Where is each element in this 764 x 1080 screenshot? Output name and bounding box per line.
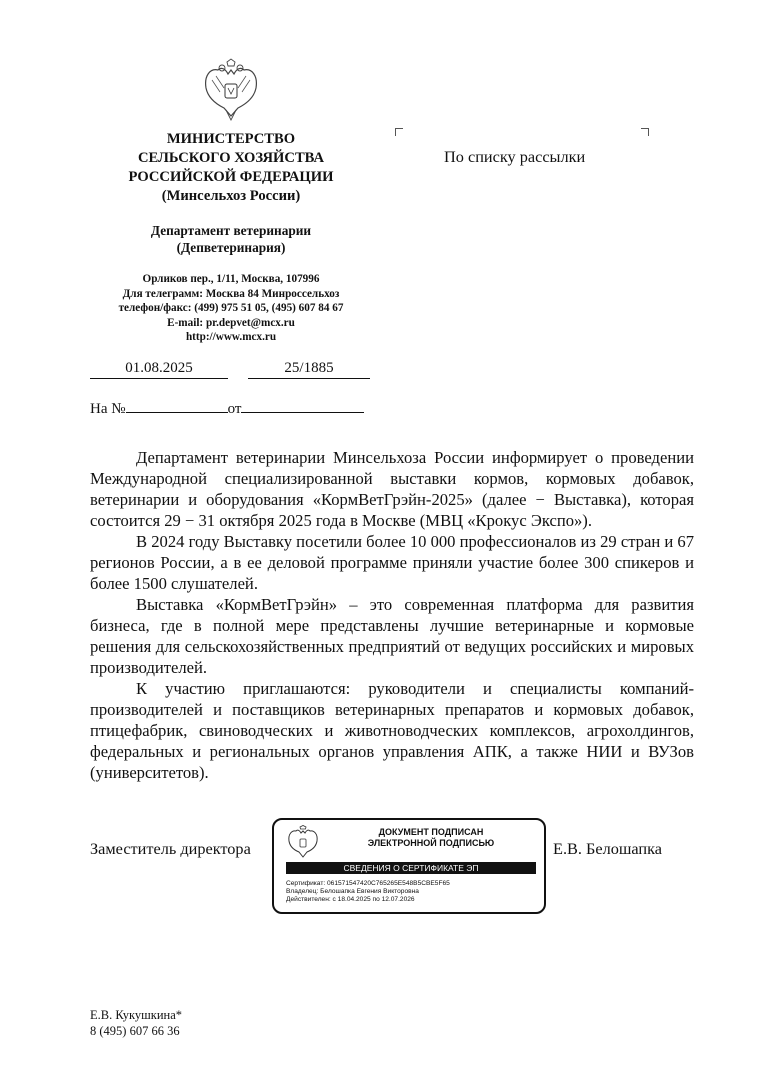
department-short-name: (Депветеринария) — [176, 240, 286, 255]
registration-date: 01.08.2025 — [90, 359, 228, 379]
body-paragraph: В 2024 году Выставку посетили более 10 000 профессионалов из 29 стран и 67 регионов России, а в ее деловой программе приняли участие более 300 спикеров и более 1500 слушателей. — [90, 532, 694, 593]
recipient: По списку рассылки — [444, 147, 586, 166]
ministry-name-line: РОССИЙСКОЙ ФЕДЕРАЦИИ — [128, 169, 334, 185]
body-paragraph: Департамент ветеринарии Минсельхоза России информирует о проведении Международной специализированной выставки кормов, кормовых добавок, ветеринарии и оборудования «КормВетГрэйн-2025» (далее − Выставка), которая состоится 29 − 31 октября 2025 года в Москве (МВЦ «Крокус Экспо»). — [90, 448, 694, 530]
corner-mark-right — [641, 128, 649, 136]
signatory-name: Е.В. Белошапка — [553, 839, 663, 858]
body-paragraph: Выставка «КормВетГрэйн» – это современная платформа для развития бизнеса, где в полной мере представлены лучшие ветеринарные и кормовые решения для сельскохозяйственных предприятий от ведущих российских и мировых производителей. — [90, 595, 694, 677]
ministry-name — [90, 130, 372, 206]
body-paragraph: К участию приглашаются: руководители и специалисты компаний-производителей и поставщиков ветеринарных препаратов и кормовых добавок, птицефабрик, свиноводческих и животноводческих комплексов, агрохолдингов, федеральных и региональных органов управления АПК, а также НИИ и ВУЗов (университетов). — [90, 679, 694, 782]
electronic-signature-stamp — [272, 818, 546, 914]
phone-line: телефон/факс: (499) 975 51 05, (495) 607 84 67 — [118, 302, 344, 314]
stamp-title-line: ДОКУМЕНТ ПОДПИСАН — [378, 827, 484, 837]
stamp-title — [326, 827, 536, 848]
signatory-title: Заместитель директора — [90, 839, 251, 858]
email-line: E-mail: pr.depvet@mcx.ru — [167, 316, 295, 329]
address-line: Орликов пер., 1/11, Москва, 107996 — [142, 273, 320, 285]
certificate-owner: Владелец: Белошапка Евгения Викторовна — [286, 888, 419, 895]
registration-number: 25/1885 — [248, 359, 370, 379]
coat-of-arms-icon — [286, 825, 320, 861]
corner-mark-left — [395, 128, 403, 136]
certificate-validity: Действителен: с 18.04.2025 по 12.07.2026 — [286, 896, 415, 903]
reference-number-label: На № — [90, 401, 126, 417]
ministry-short-name: (Минсельхоз России) — [161, 188, 301, 204]
reference-from-label: от — [227, 401, 242, 417]
sender-address — [90, 272, 372, 345]
executor-phone: 8 (495) 607 66 36 — [90, 1023, 180, 1038]
ministry-name-line: МИНИСТЕРСТВО — [166, 131, 296, 147]
coat-of-arms-icon — [200, 58, 262, 122]
reference-line — [90, 397, 375, 417]
reference-number-blank — [126, 397, 228, 413]
ministry-name-line: СЕЛЬСКОГО ХОЗЯЙСТВА — [137, 150, 325, 166]
letter-body — [90, 447, 694, 783]
executor-info — [90, 1008, 182, 1039]
department-name-line: Департамент ветеринарии — [150, 223, 312, 238]
certificate-details — [286, 880, 450, 904]
certificate-info-header: СВЕДЕНИЯ О СЕРТИФИКАТЕ ЭП — [286, 862, 536, 874]
department-name — [90, 222, 372, 256]
certificate-serial: Сертификат: 061571547420C765265E548B5CBE5F65 — [286, 880, 450, 887]
executor-name: Е.В. Кукушкина* — [90, 1008, 183, 1022]
stamp-title-line: ЭЛЕКТРОННОЙ ПОДПИСЬЮ — [367, 837, 495, 848]
website-line: http://www.mcx.ru — [185, 331, 277, 343]
reference-date-blank — [241, 397, 364, 413]
telegram-line: Для телеграмм: Москва 84 Минроссельхоз — [122, 287, 340, 300]
